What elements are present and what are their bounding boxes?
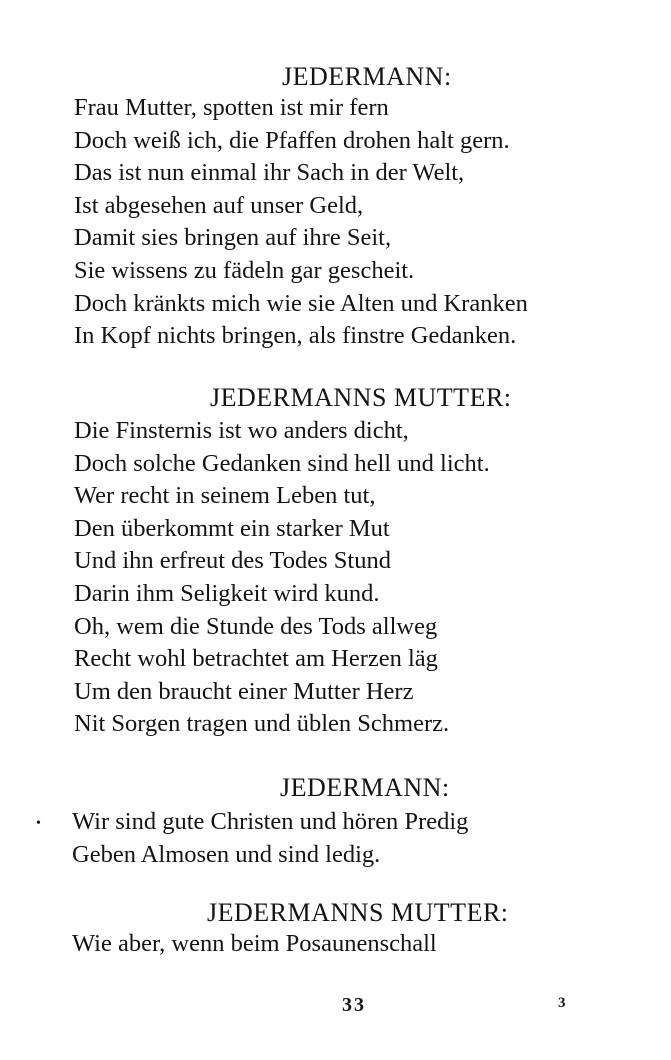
- verse-line: Wir sind gute Christen und hören Predig: [72, 808, 469, 835]
- verse-block: [74, 415, 490, 741]
- verse-line: Oh, wem die Stunde des Tods allweg: [74, 612, 438, 640]
- speaker-heading: JEDERMANN:: [282, 62, 452, 91]
- verse-line: Wer recht in seinem Leben tut,: [74, 482, 376, 510]
- verse-line: Doch solche Gedanken sind hell und licht.: [74, 449, 490, 477]
- speaker-heading: JEDERMANN:: [280, 773, 450, 802]
- verse-line: In Kopf nichts bringen, als finstre Gedanken.: [74, 322, 517, 350]
- verse-line: Frau Mutter, spotten ist mir fern: [74, 94, 389, 121]
- verse-line: Das ist nun einmal ihr Sach in der Welt,: [74, 159, 465, 187]
- verse-line: Darin ihm Seligkeit wird kund.: [74, 579, 380, 607]
- margin-bullet-mark: •: [36, 816, 41, 831]
- verse-line: Die Finsternis ist wo anders dicht,: [74, 417, 409, 444]
- signature-mark: 3: [558, 995, 566, 1011]
- verse-block: [74, 92, 528, 353]
- verse-line: Ist abgesehen auf unser Geld,: [74, 191, 364, 219]
- verse-line: Nit Sorgen tragen und üblen Schmerz.: [74, 710, 450, 738]
- verse-block: [72, 928, 437, 961]
- verse-block: [72, 806, 468, 871]
- verse-line: Um den braucht einer Mutter Herz: [74, 677, 414, 705]
- verse-line: Recht wohl betrachtet am Herzen läg: [74, 645, 438, 673]
- verse-line: Und ihn erfreut des Todes Stund: [74, 547, 391, 575]
- verse-line: Damit sies bringen auf ihre Seit,: [74, 224, 392, 252]
- page-number: 33: [342, 994, 366, 1016]
- verse-line: Den überkommt ein starker Mut: [74, 514, 390, 542]
- verse-line: Geben Almosen und sind ledig.: [72, 840, 381, 868]
- speaker-heading: JEDERMANNS MUTTER:: [207, 898, 509, 927]
- speaker-heading: JEDERMANNS MUTTER:: [210, 383, 512, 412]
- verse-line: Doch weiß ich, die Pfaffen drohen halt gern.: [74, 126, 510, 154]
- verse-line: Doch kränkts mich wie sie Alten und Kranken: [74, 289, 528, 317]
- verse-line: Wie aber, wenn beim Posaunenschall: [72, 930, 437, 957]
- verse-line: Sie wissens zu fädeln gar gescheit.: [74, 256, 415, 284]
